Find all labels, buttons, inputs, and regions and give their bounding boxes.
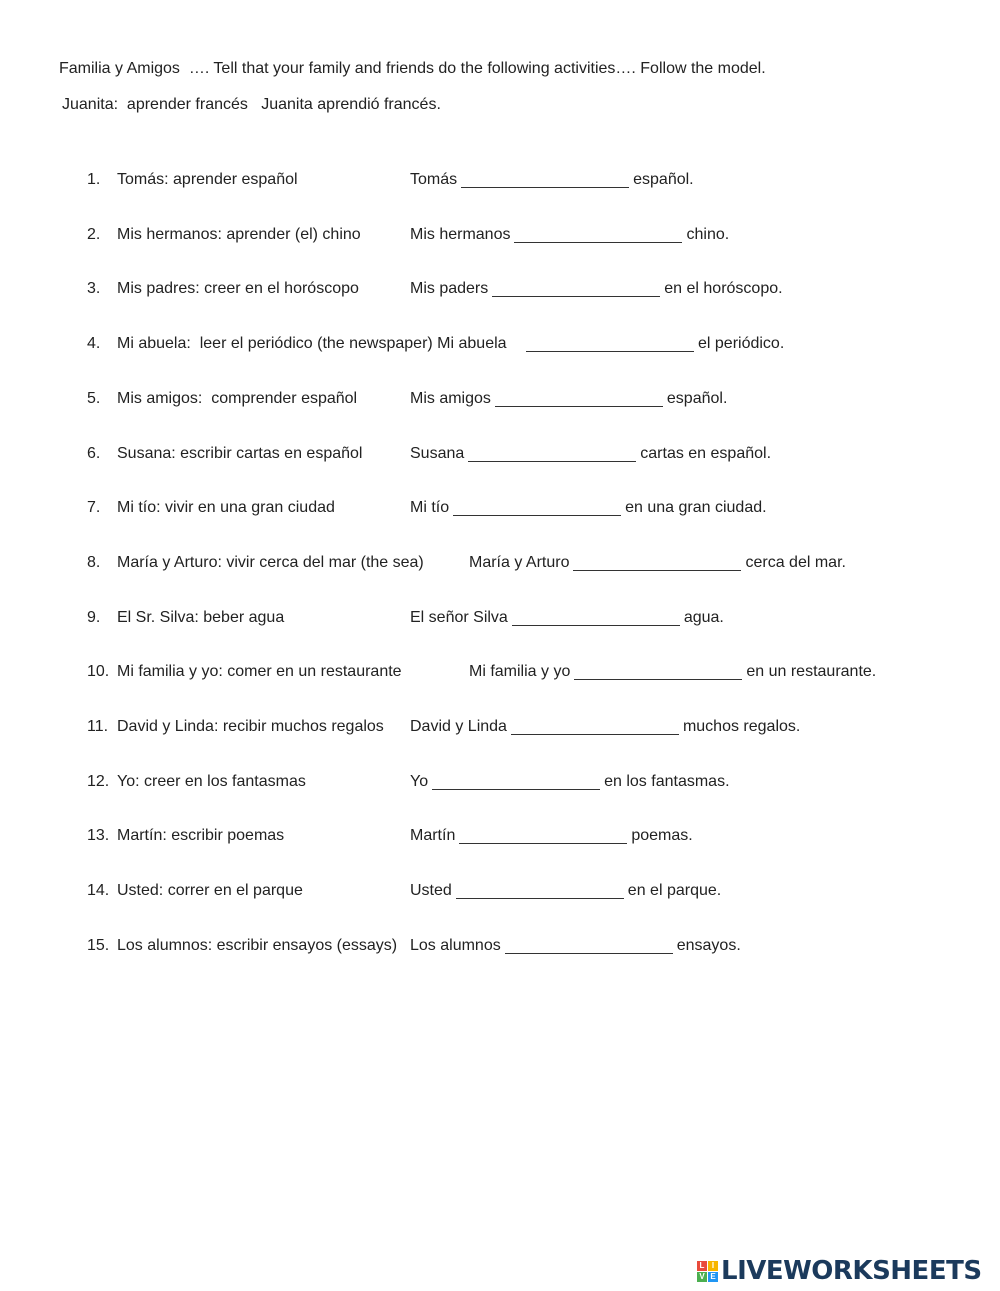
exercise-row	[0, 882, 1000, 904]
answer-subject: Mis amigos	[410, 390, 491, 407]
item-number: 7.	[87, 499, 101, 516]
answer-sentence	[410, 827, 693, 845]
exercise-row	[0, 390, 1000, 412]
instructions: Familia y Amigos …. Tell that your family and friends do the following activities…. Follow the model.	[59, 60, 766, 77]
answer-blank-input[interactable]	[514, 226, 682, 243]
answer-subject: El señor Silva	[410, 609, 508, 626]
answer-blank-input[interactable]	[512, 609, 680, 626]
answer-rest: el periódico.	[698, 335, 785, 352]
item-number: 1.	[87, 171, 101, 188]
item-prompt: Mi abuela: leer el periódico (the newspaper) Mi abuela	[117, 335, 507, 352]
answer-subject: Tomás	[410, 171, 458, 188]
item-prompt: Tomás: aprender español	[117, 171, 298, 188]
logo-block: L	[697, 1261, 707, 1271]
item-number: 4.	[87, 335, 101, 352]
item-number: 14.	[87, 882, 110, 899]
answer-subject: David y Linda	[410, 718, 507, 735]
answer-subject: Mi familia y yo	[469, 663, 571, 680]
item-number: 9.	[87, 609, 101, 626]
item-prompt: David y Linda: recibir muchos regalos	[117, 718, 384, 735]
exercise-row	[0, 280, 1000, 302]
exercise-row	[0, 663, 1000, 685]
item-prompt: Yo: creer en los fantasmas	[117, 773, 306, 790]
answer-rest: en los fantasmas.	[604, 773, 730, 790]
answer-blank-input[interactable]	[461, 171, 629, 188]
item-number: 6.	[87, 445, 101, 462]
item-prompt: Usted: correr en el parque	[117, 882, 303, 899]
answer-sentence	[410, 445, 771, 463]
item-number: 5.	[87, 390, 101, 407]
logo-block: I	[708, 1261, 718, 1271]
item-prompt: Mis hermanos: aprender (el) chino	[117, 226, 361, 243]
model-example: Juanita: aprender francés Juanita aprendió francés.	[62, 96, 441, 113]
answer-sentence	[410, 773, 730, 791]
answer-rest: español.	[666, 390, 728, 407]
item-number: 12.	[87, 773, 110, 790]
exercise-row	[0, 827, 1000, 849]
answer-subject: Mis paders	[410, 280, 489, 297]
logo-block: E	[708, 1272, 718, 1282]
answer-rest: en un restaurante.	[746, 663, 877, 680]
answer-rest: chino.	[686, 226, 730, 243]
item-prompt: El Sr. Silva: beber agua	[117, 609, 285, 626]
answer-blank-input[interactable]	[468, 445, 636, 462]
item-number: 13.	[87, 827, 110, 844]
answer-blank-input[interactable]	[432, 773, 600, 790]
answer-rest: en el horóscopo.	[664, 280, 783, 297]
liveworksheets-logo	[697, 1256, 997, 1286]
item-prompt: Los alumnos: escribir ensayos (essays)	[117, 937, 398, 954]
answer-subject: María y Arturo	[469, 554, 570, 571]
answer-subject: Mis hermanos	[410, 226, 511, 243]
exercise-row	[0, 335, 1000, 357]
answer-sentence	[410, 718, 800, 736]
answer-rest: poemas.	[631, 827, 693, 844]
answer-blank-input[interactable]	[511, 718, 679, 735]
item-prompt: Mi tío: vivir en una gran ciudad	[117, 499, 335, 516]
item-number: 10.	[87, 663, 110, 680]
answer-sentence	[522, 335, 784, 353]
answer-sentence	[410, 390, 727, 408]
answer-subject: Yo	[410, 773, 429, 790]
exercise-row	[0, 609, 1000, 631]
answer-subject: Usted	[410, 882, 452, 899]
exercise-row	[0, 718, 1000, 740]
answer-blank-input[interactable]	[453, 499, 621, 516]
exercise-row	[0, 773, 1000, 795]
answer-blank-input[interactable]	[573, 554, 741, 571]
answer-blank-input[interactable]	[495, 390, 663, 407]
answer-rest: en el parque.	[627, 882, 722, 899]
answer-blank-input[interactable]	[526, 335, 694, 352]
item-number: 3.	[87, 280, 101, 297]
answer-blank-input[interactable]	[505, 937, 673, 954]
exercise-row	[0, 499, 1000, 521]
answer-sentence	[410, 882, 721, 900]
answer-sentence	[410, 226, 729, 244]
answer-rest: muchos regalos.	[682, 718, 801, 735]
answer-subject: Los alumnos	[410, 937, 501, 954]
answer-rest: cartas en español.	[640, 445, 772, 462]
answer-sentence	[410, 499, 767, 517]
exercise-row	[0, 226, 1000, 248]
answer-sentence	[410, 171, 694, 189]
brand-name: LIVEWORKSHEETS	[721, 1256, 982, 1286]
logo-block: V	[697, 1272, 707, 1282]
item-number: 2.	[87, 226, 101, 243]
exercise-row	[0, 171, 1000, 193]
answer-sentence	[410, 937, 741, 955]
answer-rest: ensayos.	[676, 937, 741, 954]
exercise-row	[0, 937, 1000, 959]
answer-blank-input[interactable]	[456, 882, 624, 899]
answer-blank-input[interactable]	[459, 827, 627, 844]
answer-rest: en una gran ciudad.	[625, 499, 767, 516]
answer-sentence	[469, 663, 876, 681]
answer-rest: agua.	[683, 609, 724, 626]
answer-subject: Mi tío	[410, 499, 450, 516]
answer-rest: cerca del mar.	[745, 554, 846, 571]
item-prompt: Mis amigos: comprender español	[117, 390, 358, 407]
item-number: 8.	[87, 554, 101, 571]
item-prompt: Mis padres: creer en el horóscopo	[117, 280, 359, 297]
answer-sentence	[410, 280, 783, 298]
item-prompt: Martín: escribir poemas	[117, 827, 285, 844]
answer-subject: Martín	[410, 827, 456, 844]
answer-sentence	[410, 609, 724, 627]
item-prompt: María y Arturo: vivir cerca del mar (the sea)	[117, 554, 424, 571]
answer-subject: Susana	[410, 445, 465, 462]
exercise-row	[0, 445, 1000, 467]
exercise-row	[0, 554, 1000, 576]
answer-blank-input[interactable]	[492, 280, 660, 297]
item-number: 11.	[87, 718, 109, 735]
item-prompt: Mi familia y yo: comer en un restaurante	[117, 663, 402, 680]
answer-sentence	[469, 554, 846, 572]
item-number: 15.	[87, 937, 110, 954]
item-prompt: Susana: escribir cartas en español	[117, 445, 363, 462]
answer-rest: español.	[633, 171, 694, 188]
logo-blocks-icon	[697, 1261, 718, 1282]
answer-blank-input[interactable]	[574, 663, 742, 680]
